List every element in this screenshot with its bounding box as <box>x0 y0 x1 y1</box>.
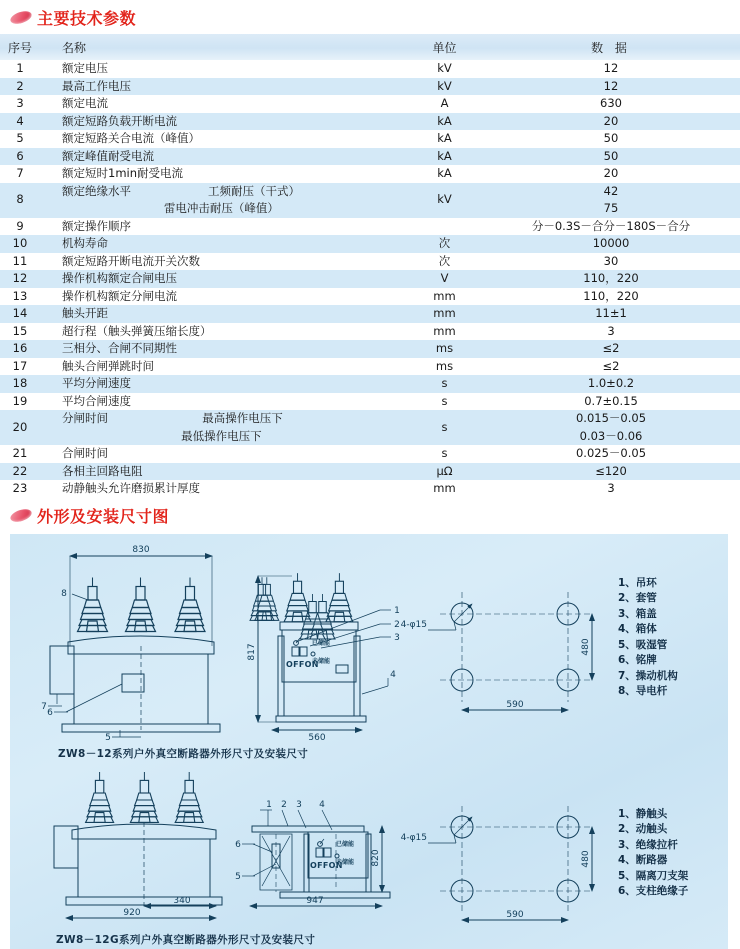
indicator-charged-label-bottom: 已储能 <box>336 840 355 848</box>
table-row <box>0 78 740 96</box>
leaf-bullet-icon <box>9 9 33 26</box>
row-name: 各相主回路电阻 <box>40 463 407 481</box>
row-unit: kV <box>407 183 482 218</box>
row-unit: 次 <box>407 235 482 253</box>
svg-text:5: 5 <box>235 871 241 882</box>
table-row <box>0 358 740 376</box>
svg-text:4-φ15: 4-φ15 <box>400 619 427 630</box>
table-row <box>0 323 740 341</box>
svg-text:1: 1 <box>394 605 400 616</box>
row-value: 50 <box>482 130 740 148</box>
row-no: 23 <box>0 480 40 498</box>
row-value: 50 <box>482 148 740 166</box>
row-name: 超行程（触头弹簧压缩长度） <box>40 323 407 341</box>
svg-text:590: 590 <box>506 699 524 710</box>
svg-text:920: 920 <box>123 907 141 918</box>
drawing-top-hole-pattern <box>401 592 592 710</box>
row-name: 触头合闸弹跳时间 <box>40 358 407 376</box>
svg-text:6: 6 <box>47 707 53 718</box>
row-name: 三相分、合闸不同期性 <box>40 340 407 358</box>
legend-item: 3、绝缘拉杆 <box>618 838 678 851</box>
row-value: ≤2 <box>482 358 740 376</box>
row-value: 42 <box>482 183 740 201</box>
row-no: 8 <box>0 183 40 218</box>
legend-item: 4、断路器 <box>618 854 668 866</box>
table-row <box>0 410 740 428</box>
row-unit: mm <box>407 305 482 323</box>
section-header-dimensions <box>0 498 740 532</box>
table-row <box>0 200 740 218</box>
table-row <box>0 480 740 498</box>
table-row <box>0 235 740 253</box>
svg-text:817: 817 <box>247 642 257 661</box>
row-value: 0.03－0.06 <box>482 428 740 446</box>
legend-top <box>618 576 678 700</box>
svg-text:1: 1 <box>266 799 272 810</box>
indicator-uncharged-label-top: 未储能 <box>312 657 331 665</box>
row-name: 额定短路开断电流开关次数 <box>40 253 407 271</box>
table-header-row <box>0 34 740 60</box>
leaf-bullet-icon <box>9 506 33 523</box>
row-value: ≤120 <box>482 463 740 481</box>
row-no: 21 <box>0 445 40 463</box>
row-no: 13 <box>0 288 40 306</box>
row-value: 20 <box>482 165 740 183</box>
row-no: 19 <box>0 393 40 411</box>
row-value: 3 <box>482 480 740 498</box>
row-name-with-sub <box>40 428 407 446</box>
switch-offon-label-bottom: OFFON <box>310 860 343 870</box>
row-unit: μΩ <box>407 463 482 481</box>
spec-table <box>0 34 740 498</box>
row-subname: 工频耐压（干式） <box>208 183 300 198</box>
svg-text:480: 480 <box>581 849 591 868</box>
row-value: 分－0.3S－合分－180S－合分 <box>482 218 740 236</box>
drawing-panel <box>10 534 728 949</box>
row-no: 14 <box>0 305 40 323</box>
drawing-bottom-hole-pattern <box>401 806 592 920</box>
table-row <box>0 253 740 271</box>
row-no: 7 <box>0 165 40 183</box>
row-no: 3 <box>0 95 40 113</box>
row-value: 110，220 <box>482 270 740 288</box>
row-value: 0.025－0.05 <box>482 445 740 463</box>
row-value: 10000 <box>482 235 740 253</box>
col-header-data: 数 据 <box>482 34 740 60</box>
row-name: 分闸时间 <box>62 411 108 425</box>
row-name: 机构寿命 <box>40 235 407 253</box>
table-row <box>0 95 740 113</box>
row-value: 110，220 <box>482 288 740 306</box>
row-no: 17 <box>0 358 40 376</box>
svg-text:7: 7 <box>41 701 47 712</box>
row-no: 11 <box>0 253 40 271</box>
row-value: 12 <box>482 60 740 78</box>
legend-item: 1、静触头 <box>618 807 668 820</box>
col-header-no: 序号 <box>0 34 40 60</box>
table-row <box>0 130 740 148</box>
table-row <box>0 340 740 358</box>
legend-item: 5、吸湿管 <box>618 638 668 651</box>
row-subname: 最低操作电压下 <box>181 428 262 443</box>
svg-text:2: 2 <box>394 619 400 630</box>
table-row <box>0 165 740 183</box>
row-unit: s <box>407 375 482 393</box>
table-row <box>0 463 740 481</box>
legend-item: 5、隔离刀支架 <box>618 869 689 882</box>
row-value: 75 <box>482 200 740 218</box>
row-no: 9 <box>0 218 40 236</box>
switch-offon-label-top: OFFON <box>286 659 319 669</box>
row-no: 2 <box>0 78 40 96</box>
table-row <box>0 288 740 306</box>
svg-text:947: 947 <box>306 895 324 906</box>
svg-text:5: 5 <box>105 732 111 743</box>
row-no: 10 <box>0 235 40 253</box>
row-value: 1.0±0.2 <box>482 375 740 393</box>
svg-text:2: 2 <box>281 799 287 810</box>
row-name: 动静触头允许磨损累计厚度 <box>40 480 407 498</box>
row-subname: 雷电冲击耐压（峰值） <box>163 201 279 215</box>
caption-top-drawing: ZW8－12系列户外真空断路器外形尺寸及安装尺寸 <box>58 747 309 760</box>
legend-bottom <box>618 807 688 900</box>
row-unit: mm <box>407 323 482 341</box>
legend-item: 4、箱体 <box>618 623 657 635</box>
row-unit: kA <box>407 148 482 166</box>
table-row <box>0 148 740 166</box>
drawing-bottom-front-view <box>54 772 222 918</box>
row-name-with-sub <box>40 183 407 201</box>
legend-item: 2、套管 <box>618 592 657 604</box>
table-row <box>0 428 740 446</box>
legend-item: 2、动触头 <box>618 823 668 835</box>
row-no: 18 <box>0 375 40 393</box>
row-value: 630 <box>482 95 740 113</box>
row-value: 12 <box>482 78 740 96</box>
col-header-unit: 单位 <box>407 34 482 60</box>
svg-text:820: 820 <box>371 848 381 867</box>
svg-text:6: 6 <box>235 839 241 850</box>
row-unit <box>407 218 482 236</box>
row-name: 操作机构额定合闸电压 <box>40 270 407 288</box>
row-unit: ms <box>407 340 482 358</box>
row-unit: ms <box>407 358 482 376</box>
row-name: 最高工作电压 <box>40 78 407 96</box>
svg-text:480: 480 <box>581 637 591 656</box>
row-no: 4 <box>0 113 40 131</box>
col-header-name: 名称 <box>40 34 407 60</box>
table-row <box>0 218 740 236</box>
indicator-charged-label-top: 已储能 <box>312 639 331 647</box>
row-value: 0.015－0.05 <box>482 410 740 428</box>
row-subname: 最高操作电压下 <box>202 411 283 425</box>
drawing-top-front-view <box>41 545 220 743</box>
row-name: 操作机构额定分闸电流 <box>40 288 407 306</box>
svg-text:4: 4 <box>390 669 396 680</box>
row-no: 12 <box>0 270 40 288</box>
row-name: 额定峰值耐受电流 <box>40 148 407 166</box>
legend-item: 1、吊环 <box>618 576 657 589</box>
row-name: 额定短路负载开断电流 <box>40 113 407 131</box>
row-value: 20 <box>482 113 740 131</box>
section-header-specs <box>0 0 740 34</box>
row-unit: s <box>407 410 482 445</box>
svg-text:4-φ15: 4-φ15 <box>400 832 427 843</box>
row-name: 额定电压 <box>40 60 407 78</box>
row-name: 额定短时1min耐受电流 <box>40 165 407 183</box>
svg-text:4: 4 <box>319 799 325 810</box>
row-unit: A <box>407 95 482 113</box>
row-no: 6 <box>0 148 40 166</box>
row-no: 5 <box>0 130 40 148</box>
row-unit: s <box>407 445 482 463</box>
row-name: 额定短路关合电流（峰值） <box>40 130 407 148</box>
caption-bottom-drawing: ZW8－12G系列户外真空断路器外形尺寸及安装尺寸 <box>56 933 316 946</box>
row-no: 22 <box>0 463 40 481</box>
table-row <box>0 305 740 323</box>
legend-item: 6、铭牌 <box>618 654 657 666</box>
row-unit: s <box>407 393 482 411</box>
table-row <box>0 183 740 201</box>
row-name: 额定电流 <box>40 95 407 113</box>
legend-item: 8、导电杆 <box>618 685 668 697</box>
row-name: 额定操作顺序 <box>40 218 407 236</box>
table-row <box>0 393 740 411</box>
page-title-dimensions: 外形及安装尺寸图 <box>37 506 170 526</box>
row-name: 平均合闸速度 <box>40 393 407 411</box>
row-no: 15 <box>0 323 40 341</box>
row-value: ≤2 <box>482 340 740 358</box>
indicator-uncharged-label-bottom: 未储能 <box>336 858 355 866</box>
table-row <box>0 270 740 288</box>
row-unit: kA <box>407 113 482 131</box>
row-value: 0.7±0.15 <box>482 393 740 411</box>
table-row <box>0 60 740 78</box>
svg-text:590: 590 <box>506 909 524 920</box>
row-unit: kA <box>407 130 482 148</box>
svg-text:3: 3 <box>394 632 400 643</box>
row-name-with-sub <box>40 200 407 218</box>
page-title-specs: 主要技术参数 <box>37 9 137 28</box>
row-name: 额定绝缘水平 <box>62 183 131 198</box>
svg-text:3: 3 <box>296 799 302 810</box>
row-name-with-sub <box>40 410 407 428</box>
legend-item: 6、支柱绝缘子 <box>618 885 689 897</box>
row-no: 1 <box>0 60 40 78</box>
row-unit: kA <box>407 165 482 183</box>
svg-text:340: 340 <box>173 895 191 906</box>
row-value: 30 <box>482 253 740 271</box>
row-unit: kV <box>407 60 482 78</box>
row-value: 11±1 <box>482 305 740 323</box>
row-no: 20 <box>0 410 40 445</box>
row-unit: kV <box>407 78 482 96</box>
row-unit: 次 <box>407 253 482 271</box>
svg-text:8: 8 <box>61 588 67 599</box>
legend-item: 3、箱盖 <box>618 607 657 620</box>
row-unit: V <box>407 270 482 288</box>
row-name: 平均分闸速度 <box>40 375 407 393</box>
legend-item: 7、操动机构 <box>618 669 678 682</box>
row-unit: mm <box>407 288 482 306</box>
row-no: 16 <box>0 340 40 358</box>
table-row <box>0 445 740 463</box>
svg-text:560: 560 <box>308 732 326 743</box>
row-value: 3 <box>482 323 740 341</box>
row-name: 合闸时间 <box>40 445 407 463</box>
svg-text:830: 830 <box>132 544 150 555</box>
table-row <box>0 113 740 131</box>
row-unit: mm <box>407 480 482 498</box>
row-name: 触头开距 <box>40 305 407 323</box>
table-row <box>0 375 740 393</box>
